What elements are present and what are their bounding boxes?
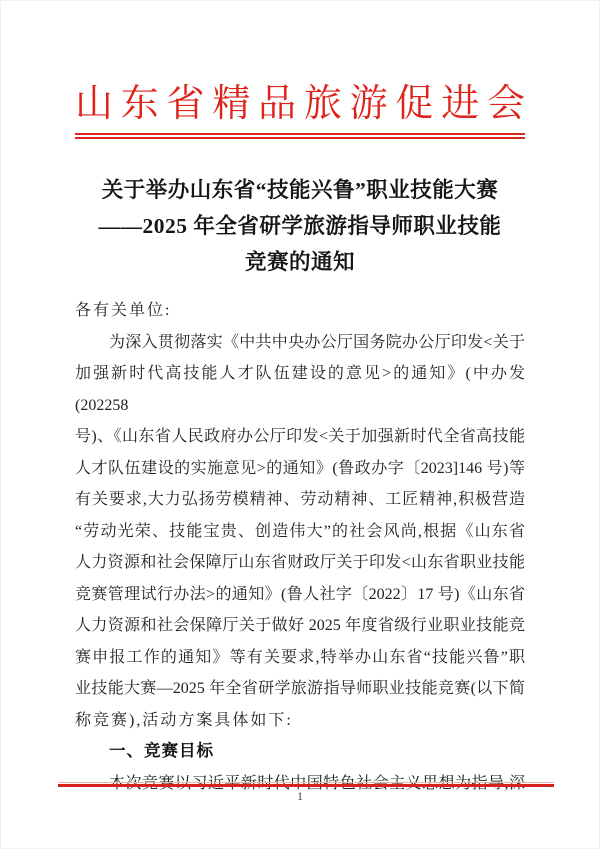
document-title <box>75 172 525 280</box>
body-line: 本次竞赛以习近平新时代中国特色社会主义思想为指导,深 <box>109 774 525 792</box>
title-line: ——2025 年全省研学旅游指导师职业技能 <box>98 214 502 238</box>
footer-divider <box>58 782 554 787</box>
document-content <box>75 84 525 799</box>
body-line: 业技能大赛—2025 年全省研学旅游指导师职业技能竞赛(以下简 <box>75 680 525 697</box>
body-line: 各有关单位: <box>75 302 172 319</box>
letterhead-divider <box>75 133 525 139</box>
page-number: 1 <box>297 789 303 803</box>
body-line: 人力资源和社会保障厅关于做好 2025 年度省级行业职业技能竞 <box>75 617 525 634</box>
body-line: 称竞赛),活动方案具体如下: <box>75 711 293 729</box>
body-line: 赛申报工作的通知》等有关要求,特举办山东省“技能兴鲁”职 <box>75 648 525 666</box>
title-line: 关于举办山东省“技能兴鲁”职业技能大赛 <box>101 178 499 202</box>
section-heading: 一、竞赛目标 <box>109 742 214 760</box>
body-line: 加强新时代高技能人才队伍建设的意见>的通知》(中办发(202258 <box>75 365 525 414</box>
title-line: 竞赛的通知 <box>244 250 355 274</box>
body-line: 人才队伍建设的实施意见>的通知》(鲁政办字〔2023]146 号)等 <box>75 459 525 477</box>
letterhead-org-name: 山东省精品旅游促进会 <box>75 83 525 125</box>
body-text <box>75 295 525 799</box>
body-line: 号)、《山东省人民政府办公厅印发<关于加强新时代全省高技能 <box>75 428 525 445</box>
body-line: 人力资源和社会保障厅山东省财政厅关于印发<山东省职业技能 <box>75 554 525 571</box>
body-line: 有关要求,大力弘扬劳模精神、劳动精神、工匠精神,积极营造 <box>75 491 525 508</box>
body-line: “劳动光荣、技能宝贵、创造伟大”的社会风尚,根据《山东省 <box>75 522 525 540</box>
body-line: 竞赛管理试行办法>的通知》(鲁人社字〔2022〕17 号)《山东省 <box>75 585 525 603</box>
body-line: 为深入贯彻落实《中共中央办公厅国务院办公厅印发<关于 <box>109 333 525 351</box>
